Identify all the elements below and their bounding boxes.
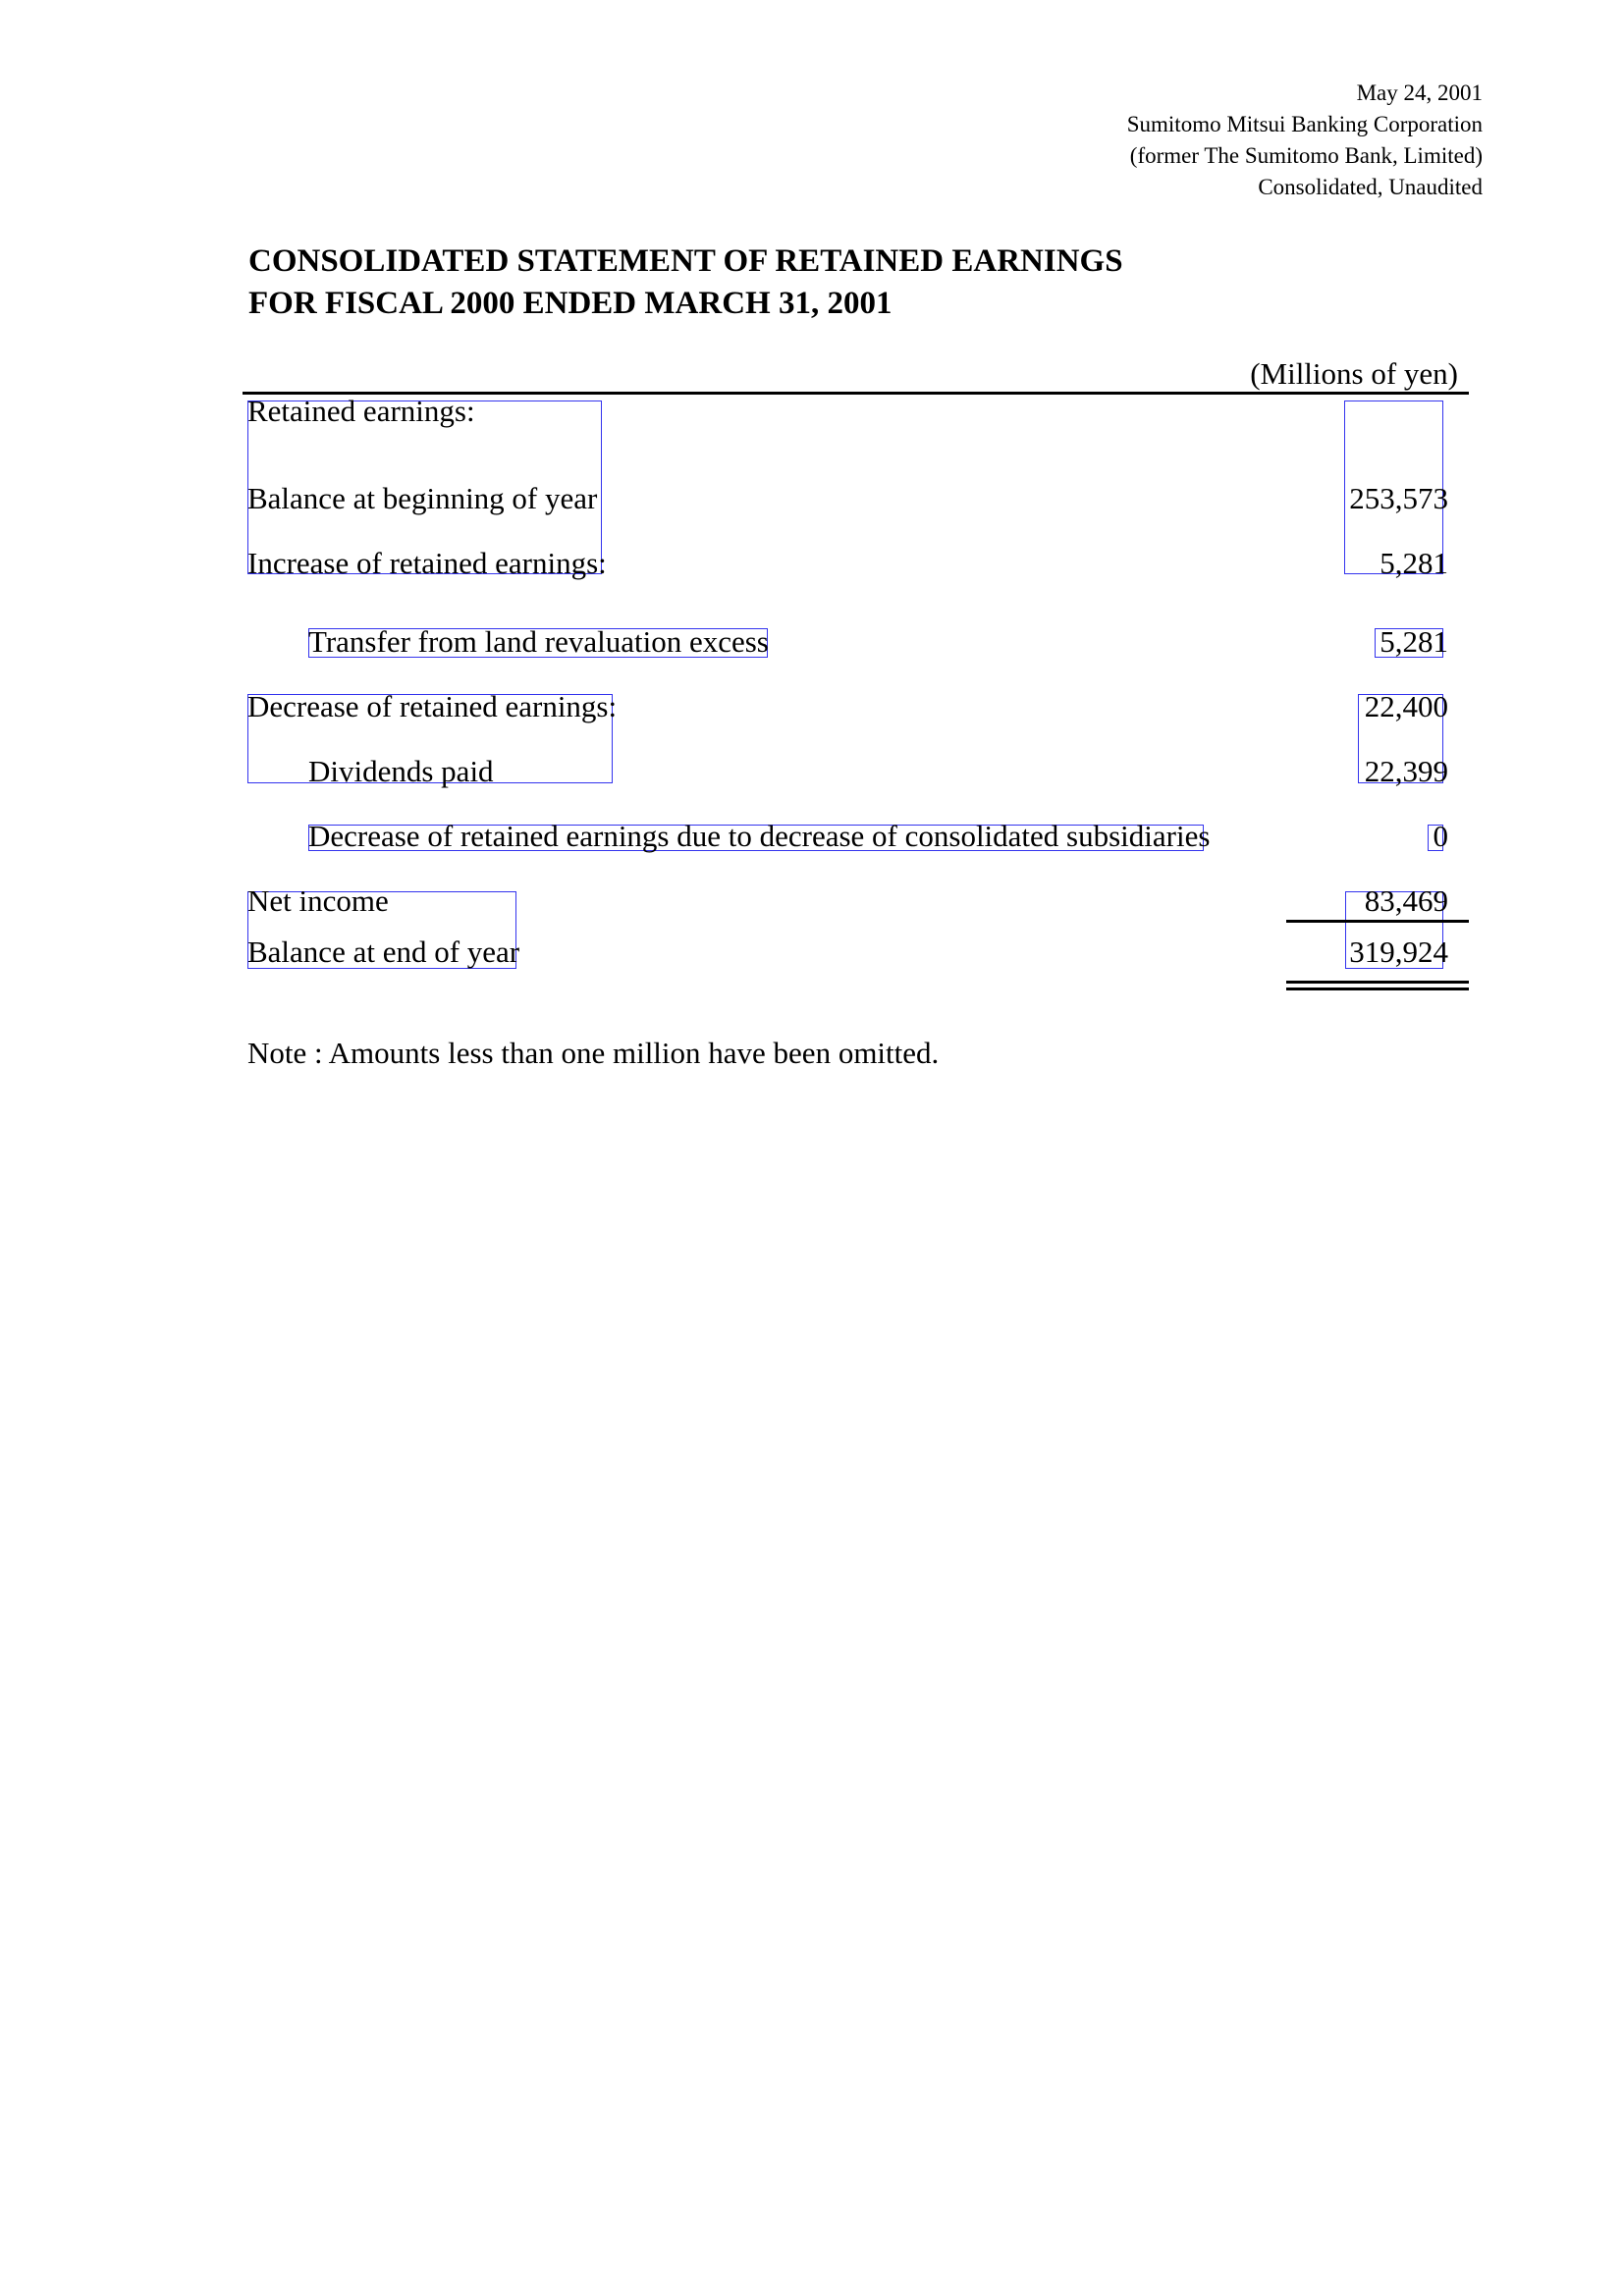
dividends-value: 22,399 bbox=[1364, 754, 1448, 788]
balance-end-value: 319,924 bbox=[1349, 934, 1448, 969]
footnote: Note : Amounts less than one million have been omitted. bbox=[247, 1036, 940, 1070]
total-double-rule-bottom bbox=[1286, 988, 1469, 990]
increase-value: 5,281 bbox=[1380, 546, 1448, 580]
company-name: Sumitomo Mitsui Banking Corporation bbox=[1126, 112, 1483, 136]
report-date: May 24, 2001 bbox=[1356, 80, 1483, 105]
units-label: (Millions of yen) bbox=[1250, 356, 1458, 391]
former-company-name: (former The Sumitomo Bank, Limited) bbox=[1129, 143, 1483, 168]
transfer-land-value: 5,281 bbox=[1380, 624, 1448, 659]
balance-end-label: Balance at end of year bbox=[247, 934, 520, 969]
total-double-rule-top bbox=[1286, 981, 1469, 984]
transfer-land-label: Transfer from land revaluation excess bbox=[308, 624, 769, 659]
net-income-value: 83,469 bbox=[1364, 883, 1448, 918]
decrease-value: 22,400 bbox=[1364, 689, 1448, 723]
decrease-label: Decrease of retained earnings: bbox=[247, 689, 618, 723]
subtotal-rule bbox=[1286, 920, 1469, 923]
statement-title: CONSOLIDATED STATEMENT OF RETAINED EARNINGS bbox=[248, 243, 1123, 279]
decrease-subsidiaries-value: 0 bbox=[1433, 819, 1448, 853]
decrease-subsidiaries-label: Decrease of retained earnings due to decrease of consolidated subsidiaries bbox=[308, 819, 1211, 853]
net-income-label: Net income bbox=[247, 883, 389, 918]
statement-period: FOR FISCAL 2000 ENDED MARCH 31, 2001 bbox=[248, 286, 893, 321]
retained-earnings-heading: Retained earnings: bbox=[247, 394, 475, 428]
increase-label: Increase of retained earnings: bbox=[247, 546, 607, 580]
balance-beginning-value: 253,573 bbox=[1349, 481, 1448, 515]
dividends-label: Dividends paid bbox=[308, 754, 494, 788]
balance-beginning-label: Balance at beginning of year bbox=[247, 481, 598, 515]
report-basis: Consolidated, Unaudited bbox=[1258, 175, 1483, 199]
